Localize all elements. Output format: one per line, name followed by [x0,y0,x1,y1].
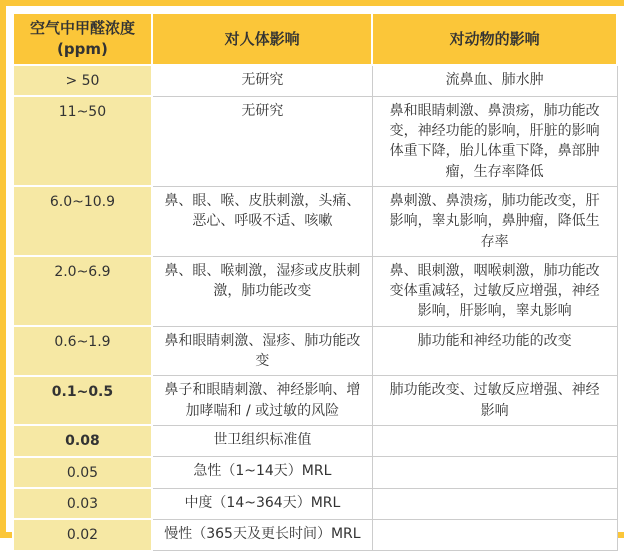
formaldehyde-effects-table [12,12,618,552]
concentration-cell: 0.02 [13,519,152,550]
human-effect-cell: 鼻子和眼睛刺激、神经影响、增加哮喘和 / 或过敏的风险 [152,376,372,426]
animal-effect-cell: 肺功能和神经功能的改变 [372,326,617,376]
animal-effect-cell: 流鼻血、肺水肿 [372,65,617,96]
animal-effect-cell [372,488,617,519]
animal-effect-cell: 鼻和眼睛刺激、鼻溃疡，肺功能改变，神经功能的影响，肝脏的影响体重下降，胎儿体重下降，鼻部肿瘤，生存率降低 [372,96,617,186]
concentration-cell: 2.0~6.9 [13,256,152,326]
table-row [13,457,617,488]
column-header-human-effects: 对人体影响 [152,13,372,65]
table-row [13,256,617,326]
animal-effect-cell [372,519,617,550]
concentration-cell: 0.03 [13,488,152,519]
column-header-concentration-title: 空气中甲醛浓度 [29,19,135,37]
human-effect-cell: 鼻和眼睛刺激、湿疹、肺功能改变 [152,326,372,376]
animal-effect-cell [372,425,617,456]
human-effect-cell: 鼻、眼、喉刺激，湿疹或皮肤刺激，肺功能改变 [152,256,372,326]
concentration-cell: 0.08 [13,425,152,456]
header-row [13,13,617,65]
animal-effect-cell: 肺功能改变、过敏反应增强、神经影响 [372,376,617,426]
column-header-concentration-unit: (ppm) [57,40,108,58]
human-effect-cell: 慢性（365天及更长时间）MRL [152,519,372,550]
concentration-cell: 0.6~1.9 [13,326,152,376]
column-header-concentration [13,13,152,65]
table-row [13,376,617,426]
human-effect-cell: 鼻、眼、喉、皮肤刺激，头痛、恶心、呼吸不适、咳嗽 [152,186,372,256]
table-row [13,519,617,550]
table-row [13,425,617,456]
human-effect-cell: 世卫组织标准值 [152,425,372,456]
concentration-cell: > 50 [13,65,152,96]
table-body [13,65,617,551]
concentration-cell: 11~50 [13,96,152,186]
concentration-cell: 0.1~0.5 [13,376,152,426]
concentration-cell: 6.0~10.9 [13,186,152,256]
animal-effect-cell: 鼻、眼刺激，咽喉刺激，肺功能改变体重减轻，过敏反应增强，神经影响，肝影响，睾丸影响 [372,256,617,326]
column-header-animal-effects: 对动物的影响 [372,13,617,65]
table-row [13,186,617,256]
table-row [13,326,617,376]
human-effect-cell: 中度（14~364天）MRL [152,488,372,519]
table-row [13,65,617,96]
human-effect-cell: 无研究 [152,65,372,96]
animal-effect-cell: 鼻刺激、鼻溃疡，肺功能改变，肝影响，睾丸影响，鼻肿瘤，降低生存率 [372,186,617,256]
table-row [13,488,617,519]
animal-effect-cell [372,457,617,488]
table-row [13,96,617,186]
concentration-cell: 0.05 [13,457,152,488]
human-effect-cell: 急性（1~14天）MRL [152,457,372,488]
human-effect-cell: 无研究 [152,96,372,186]
